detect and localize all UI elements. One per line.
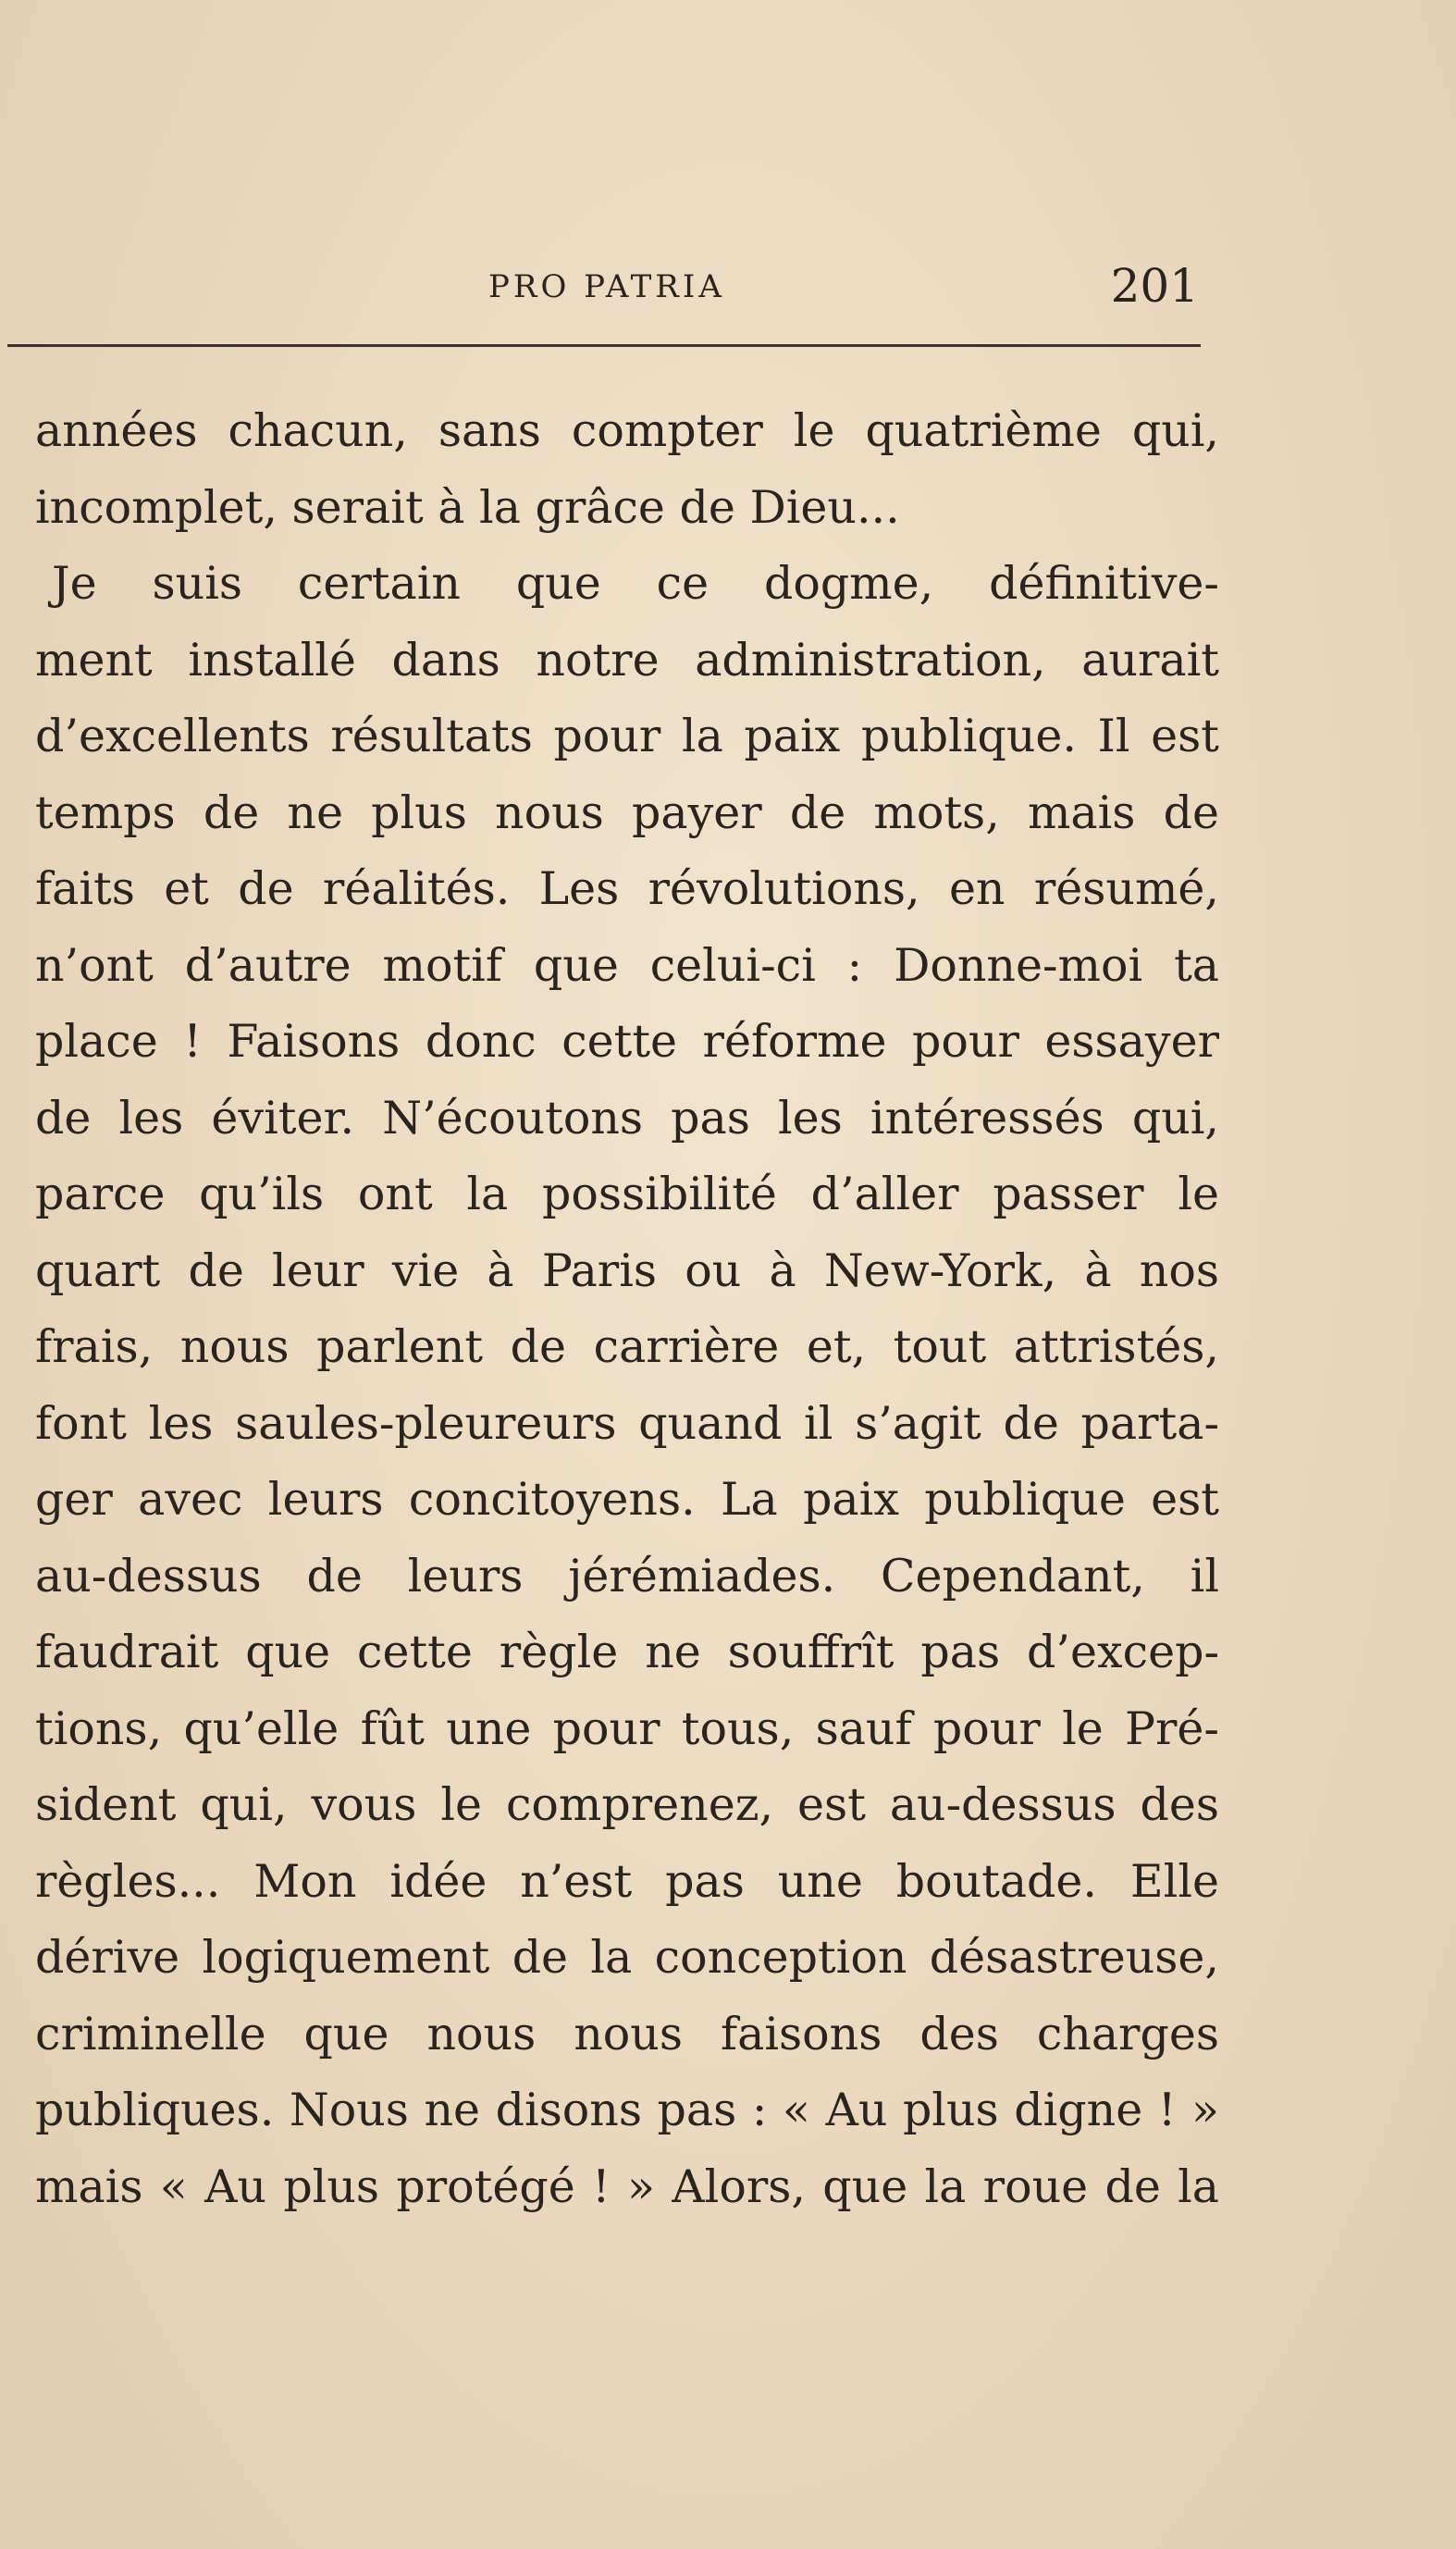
text-line: dérive logiquement de la conception désastreuse, bbox=[35, 1931, 1219, 1984]
text-line: place ! Faisons donc cette réforme pour essayer bbox=[35, 1015, 1219, 1068]
text-line: incomplet, serait à la grâce de Dieu... bbox=[35, 480, 900, 534]
text-line: ment installé dans notre administration, aurait bbox=[35, 633, 1219, 687]
text-line: au-dessus de leurs jérémiades. Cependant, il bbox=[35, 1549, 1219, 1602]
running-head bbox=[0, 259, 1456, 315]
text-line: quart de leur vie à Paris ou à New-York, à nos bbox=[35, 1244, 1219, 1297]
header-rule bbox=[7, 344, 1201, 347]
text-line: faits et de réalités. Les révolutions, en résumé, bbox=[35, 862, 1219, 915]
text-line: Je suis certain que ce dogme, définitive- bbox=[52, 557, 1219, 610]
text-line: font les saules-pleureurs quand il s’agit de parta- bbox=[35, 1396, 1219, 1450]
text-line: n’ont d’autre motif que celui-ci : Donne-moi ta bbox=[35, 938, 1219, 992]
text-line: frais, nous parlent de carrière et, tout attristés, bbox=[35, 1320, 1219, 1373]
text-line: publiques. Nous ne disons pas : « Au plus digne ! » bbox=[35, 2084, 1219, 2136]
text-line: temps de ne plus nous payer de mots, mais de bbox=[35, 786, 1219, 839]
text-line: années chacun, sans compter le quatrième qui, bbox=[35, 404, 1219, 457]
text-line: tions, qu’elle fût une pour tous, sauf pour le Pré- bbox=[35, 1701, 1219, 1755]
text-line: sident qui, vous le comprenez, est au-dessus des bbox=[35, 1778, 1219, 1831]
body-text bbox=[35, 393, 1219, 2225]
text-line: règles... Mon idée n’est pas une boutade. Elle bbox=[35, 1854, 1219, 1908]
text-line: ger avec leurs concitoyens. La paix publique est bbox=[35, 1473, 1219, 1526]
running-title: PRO PATRIA bbox=[488, 268, 725, 305]
text-line: parce qu’ils ont la possibilité d’aller passer le bbox=[35, 1168, 1219, 1220]
text-line: criminelle que nous nous faisons des charges bbox=[35, 2007, 1219, 2060]
text-line: faudrait que cette règle ne souffrît pas d’excep- bbox=[35, 1626, 1219, 1678]
page-number: 201 bbox=[1110, 259, 1199, 313]
text-line: de les éviter. N’écoutons pas les intéressés qui, bbox=[35, 1091, 1219, 1145]
text-line: mais « Au plus protégé ! » Alors, que la roue de la bbox=[35, 2159, 1219, 2213]
text-line: d’excellents résultats pour la paix publique. Il est bbox=[35, 710, 1219, 762]
